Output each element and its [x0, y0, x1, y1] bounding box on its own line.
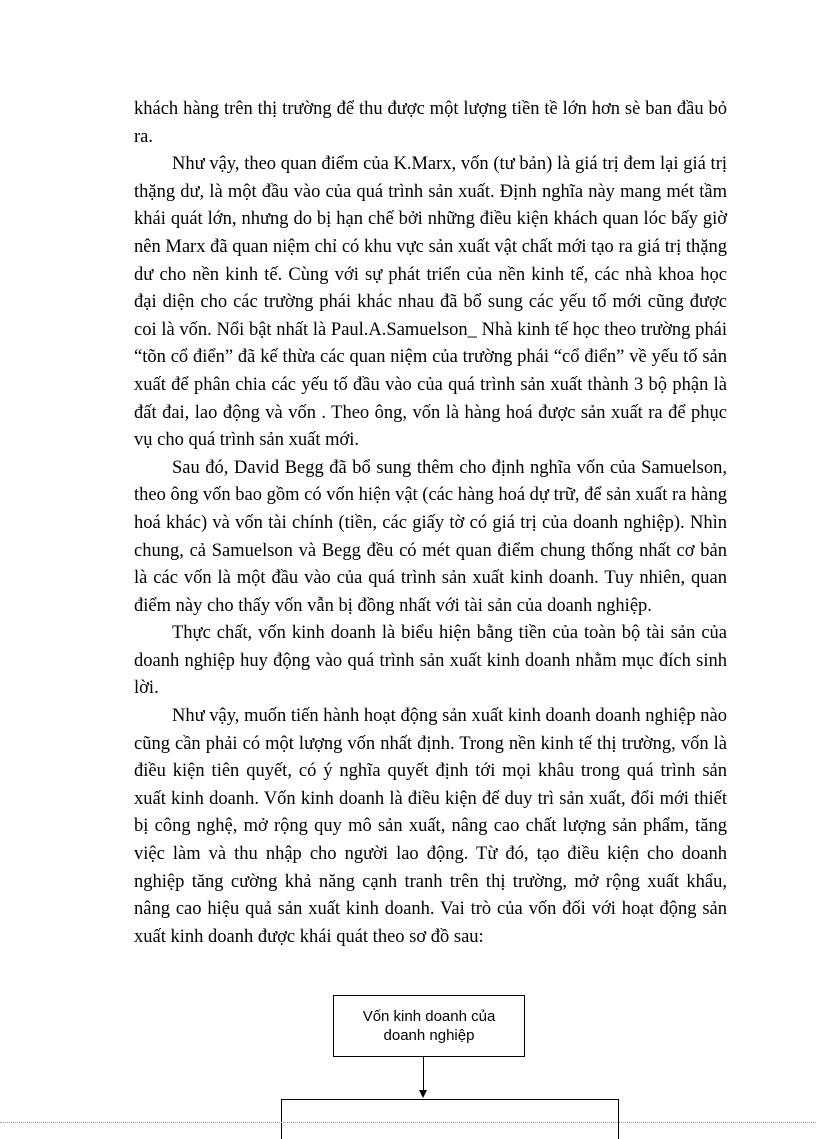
- paragraph-capital-role: Như vậy, muốn tiến hành hoạt động sản xuất kinh doanh doanh nghiệp nào cũng cần phải có một lượng vốn nhất định. Trong nền kinh tế thị trường, vốn là điều kiện tiên quyết, có ý nghĩa quyết định tới mọi khâu trong quá trình sản xuất kinh doanh. Vốn kinh doanh là điều kiện để duy trì sản xuất, đổi mới thiết bị công nghệ, mở rộng quy mô sản xuất, nâng cao chất lượng sản phẩm, tăng việc làm và thu nhập cho người lao động. Từ đó, tạo điều kiện cho doanh nghiệp tăng cường khả năng cạnh tranh trên thị trường, mở rộng xuất khẩu, nâng cao hiệu quả sản xuất kinh doanh. Vai trò của vốn đối với hoạt động sản xuất kinh doanh được khái quát theo sơ đồ sau:: [134, 706, 727, 947]
- diagram-box-lower: [281, 1099, 619, 1139]
- paragraph-marx-capital: Như vậy, theo quan điểm của K.Marx, vốn (tư bản) là giá trị đem lại giá trị thặng dư, là một đầu vào của quá trình sản xuất. Định nghĩa này mang mét tầm khái quát lớn, nhưng do bị hạn chế bởi những điều kiện khách quan lóc bấy giờ nên Marx đã quan niệm chỉ có khu vực sản xuất vật chất mới tạo ra giá trị thặng dư cho nền kinh tế. Cùng với sự phát triển của nền kinh tế, các nhà khoa học đại diện cho các trường phái khác nhau đã bổ sung các yếu tố mới cũng được coi là vốn. Nổi bật nhất là Paul.A.Samuelson_ Nhà kinh tế học theo trường phái “tõn cổ điển” đã kế thừa các quan niệm của trường phái “cổ điển” về yếu tố sản xuất để phân chia các yếu tố đầu vào của quá trình sản xuất thành 3 bộ phận là đất đai, lao động và vốn . Theo ông, vốn là hàng hoá được sản xuất ra để phục vụ cho quá trình sản xuất mới.: [134, 154, 727, 451]
- diagram-box-label: Vốn kinh doanh của doanh nghiệp: [362, 1008, 496, 1044]
- paragraph-david-begg: Sau đó, David Begg đã bổ sung thêm cho định nghĩa vốn của Samuelson, theo ông vốn bao gồm có vốn hiện vật (các hàng hoá dự trữ, để sản xuất ra hàng hoá khác) và vốn tài chính (tiền, các giấy tờ có giá trị của doanh nghiệp). Nhìn chung, cả Samuelson và Begg đều có mét quan điểm chung thống nhất cơ bản là các vốn là một đầu vào của quá trình sản xuất kinh doanh. Tuy nhiên, quan điểm này cho thấy vốn vẫn bị đồng nhất với tài sản của doanh nghiệp.: [134, 457, 727, 616]
- paragraph-business-capital-definition: Thực chất, vốn kinh doanh là biểu hiện bằng tiền của toàn bộ tài sản của doanh nghiệp huy động vào quá trình sản xuất kinh doanh nhằm mục đích sinh lời.: [134, 623, 727, 699]
- paragraph-continuation: khách hàng trên thị trường để thu được một lượng tiền tề lớn hơn sè ban đầu bỏ ra.: [134, 99, 727, 147]
- arrow-down-icon: [419, 1090, 427, 1098]
- diagram-box-business-capital: [333, 995, 525, 1057]
- capital-role-diagram: [0, 995, 816, 1123]
- body-text: [134, 96, 727, 951]
